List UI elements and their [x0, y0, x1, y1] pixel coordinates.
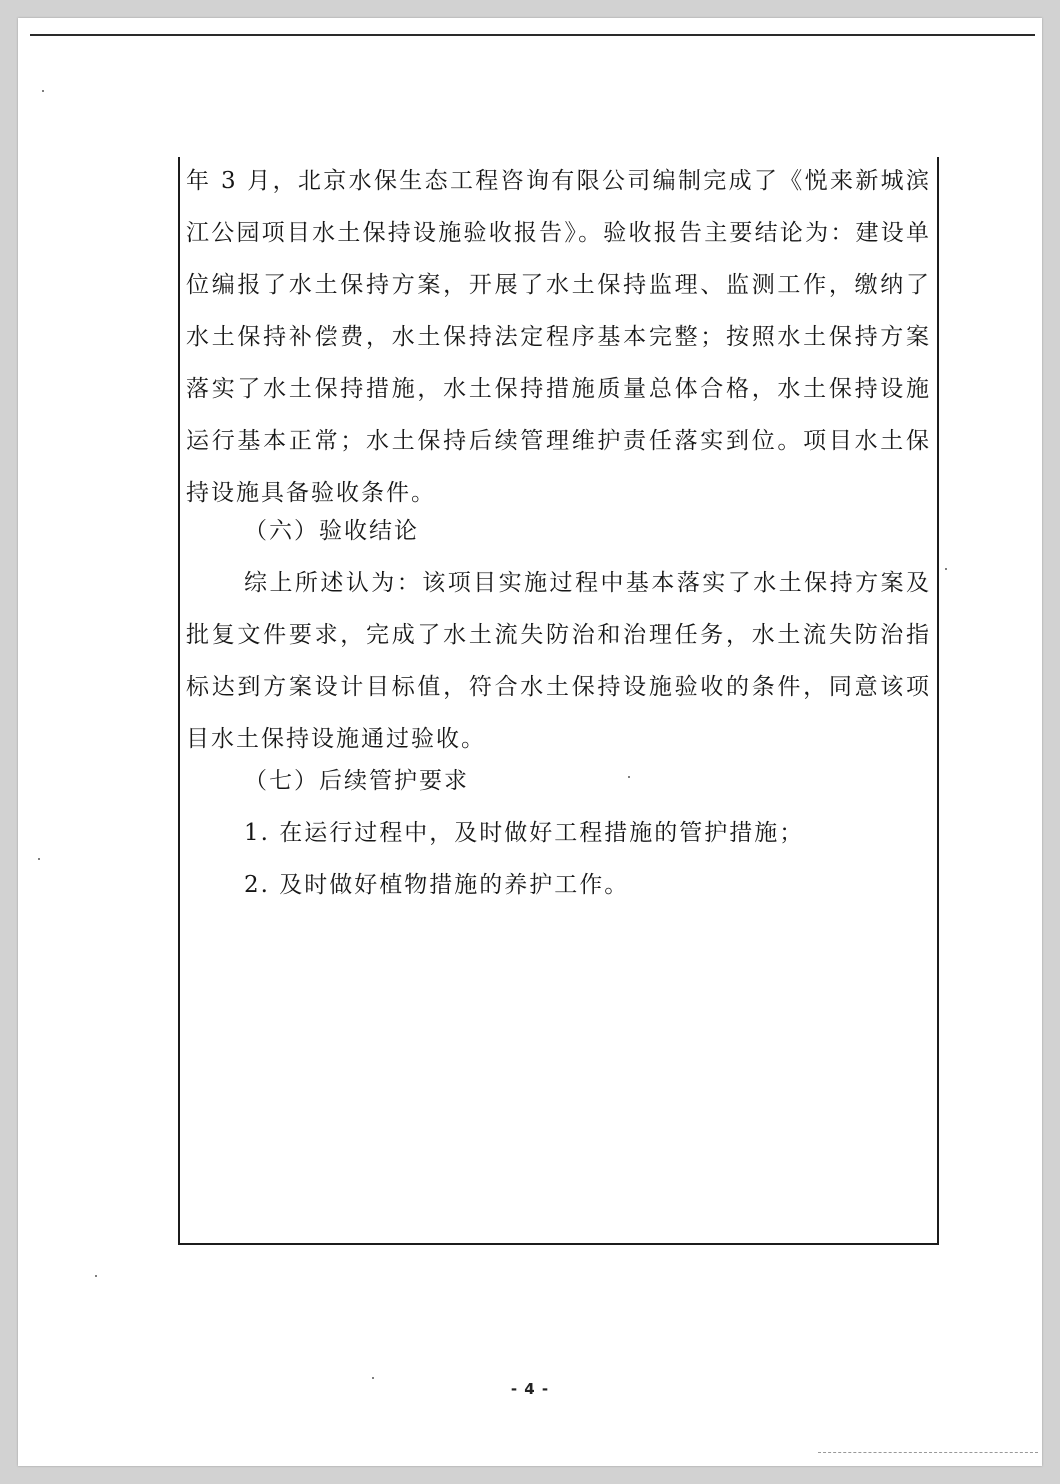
- maintenance-item-2: 2. 及时做好植物措施的养护工作。: [244, 872, 630, 898]
- scan-edge-mark: [818, 1452, 1038, 1453]
- scan-speck: [95, 1275, 97, 1277]
- scan-speck: [38, 858, 40, 860]
- scan-speck: [628, 776, 630, 778]
- scan-speck: [42, 90, 44, 92]
- section-heading-acceptance-conclusion: （六）验收结论: [244, 518, 419, 544]
- paragraph-acceptance-conclusion: 综上所述认为：该项目实施过程中基本落实了水土保持方案及批复文件要求，完成了水土流失防治和治理任务，水土流失防治指标达到方案设计目标值，符合水土保持设施验收的条件，同意该项目水土保持设施通过验收。: [186, 570, 931, 752]
- section-heading-follow-up-maintenance: （七）后续管护要求: [244, 768, 469, 794]
- scan-speck: [372, 1377, 374, 1379]
- paragraph-acceptance-report-conclusion: 年 3 月，北京水保生态工程咨询有限公司编制完成了《悦来新城滨江公园项目水土保持设施验收报告》。验收报告主要结论为：建设单位编报了水土保持方案，开展了水土保持监理、监测工作，缴纳了水土保持补偿费，水土保持法定程序基本完整；按照水土保持方案落实了水土保持措施，水土保持措施质量总体合格，水土保持设施运行基本正常；水土保持后续管理维护责任落实到位。项目水土保持设施具备验收条件。: [186, 168, 931, 506]
- header-rule: [30, 34, 1035, 36]
- page-number: - 4 -: [510, 1380, 550, 1398]
- maintenance-item-1: 1. 在运行过程中，及时做好工程措施的管护措施；: [244, 820, 805, 846]
- scan-speck: [945, 568, 947, 570]
